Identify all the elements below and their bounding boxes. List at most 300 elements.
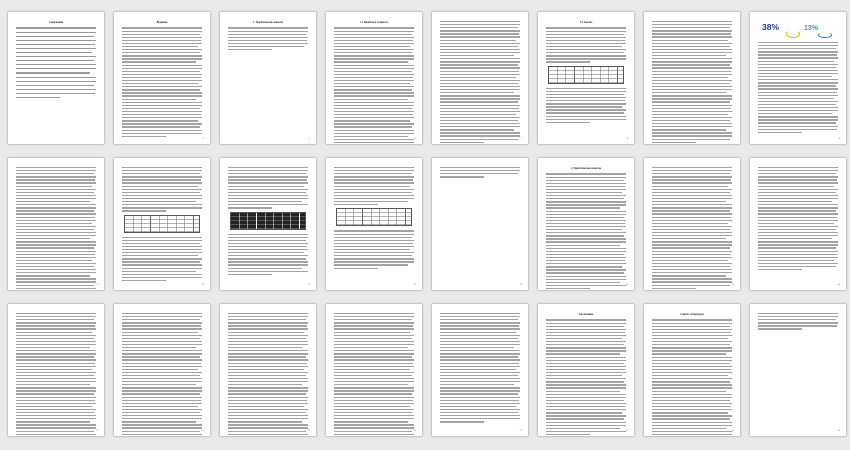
text-line [758,247,836,248]
text-line [228,261,308,262]
text-line [122,68,202,69]
page-number: 2 [202,137,204,140]
text-line [652,195,732,196]
text-line [546,103,626,104]
text-line [122,255,198,256]
text-line [758,229,836,230]
text-line [440,83,518,84]
text-line [546,338,622,339]
text-line [334,363,413,364]
text-line [228,31,308,32]
text-line [440,390,520,391]
text-line [546,100,625,101]
text-line [546,49,626,50]
text-line [652,83,730,84]
text-line [546,347,626,348]
text-line [652,27,730,28]
text-line [334,182,414,183]
text-line [228,363,307,364]
text-line [758,45,838,46]
text-line [16,170,96,171]
text-line [228,43,308,44]
page-thumbnail[interactable] [644,158,740,290]
page-thumbnail[interactable] [750,304,846,436]
page-thumbnail[interactable] [432,304,528,436]
text-line [122,403,202,404]
text-line [228,403,308,404]
text-line [546,272,624,273]
text-line [122,406,198,407]
text-line [334,204,378,205]
text-line [546,186,625,187]
text-line [334,170,414,171]
text-line [228,369,304,370]
text-line [334,136,408,137]
text-line [652,425,732,426]
text-line [16,182,96,183]
text-line [546,195,626,196]
text-line [652,418,730,419]
text-line [334,341,414,342]
text-line [228,347,302,348]
text-line [122,261,200,262]
text-line [122,201,196,202]
figure-value-a: 38% [762,22,780,32]
text-line [440,58,520,59]
text-line [758,192,836,193]
text-line [652,278,732,279]
text-line [334,252,414,253]
text-line [16,217,95,218]
text-line [758,64,838,65]
page-thumbnail[interactable] [8,158,104,290]
text-line [122,319,200,320]
text-line [16,189,96,190]
text-line [334,338,412,339]
text-line [16,241,96,242]
text-line [122,55,202,56]
text-line [758,113,832,114]
text-line [546,43,626,44]
text-line [334,65,414,66]
text-line [440,40,516,41]
text-line [334,68,414,69]
text-line [334,31,414,32]
text-line [652,105,732,106]
text-line [122,240,202,241]
page-thumbnail[interactable] [750,12,846,144]
text-line [652,129,726,130]
text-line [122,249,201,250]
text-line [440,123,520,124]
text-line [758,110,838,111]
text-line [758,48,836,49]
text-line [334,316,414,317]
page-thumbnail[interactable] [538,158,634,290]
text-line [440,77,516,78]
text-line [546,422,626,423]
text-line [16,412,94,413]
text-line [334,268,378,269]
text-line [16,406,92,407]
text-line [122,316,202,317]
text-line [122,338,200,339]
text-line [228,240,306,241]
text-line [228,390,308,391]
text-line [652,409,732,410]
text-line [546,112,624,113]
page-number: 12 [413,283,416,286]
text-line [122,170,202,171]
text-line [334,86,414,87]
text-line [334,95,414,96]
text-line [16,64,96,65]
text-line [334,427,414,428]
text-line [652,434,732,435]
text-line [228,264,308,265]
text-line [546,119,626,120]
text-line [16,173,94,174]
text-line [334,375,412,376]
text-line [652,431,732,432]
text-line [122,415,202,416]
text-line [228,393,306,394]
text-line [546,214,626,215]
text-line [16,201,90,202]
page-thumbnail[interactable] [538,304,634,436]
text-line [228,246,307,247]
text-line [122,86,202,87]
text-line [122,126,200,127]
text-line [16,263,96,264]
text-line [652,101,730,102]
text-line [758,244,838,245]
page-thumbnail[interactable] [750,158,846,290]
text-line [228,328,308,329]
page-number: 22 [625,429,628,432]
text-line [16,167,96,168]
text-line [440,167,520,168]
text-line [652,353,726,354]
text-line [440,406,516,407]
text-line [16,27,96,28]
page-thumbnail[interactable] [114,12,210,144]
text-line [334,230,414,231]
text-line [16,36,94,37]
text-line [758,223,834,224]
page-heading: 1. Теоретические аспекты [252,21,284,24]
text-line [652,21,732,22]
text-line [334,189,414,190]
page-number: 5 [520,137,522,140]
text-line [122,49,202,50]
text-line [16,322,96,323]
text-line [546,254,624,255]
text-line [546,192,622,193]
text-line [440,344,520,345]
page-thumbnail[interactable] [326,304,422,436]
text-line [440,33,519,34]
text-line [334,126,412,127]
text-line [546,177,626,178]
text-line [228,179,307,180]
text-line [334,46,410,47]
text-line [758,263,838,264]
text-line [16,313,96,314]
page-thumbnail[interactable] [8,12,104,144]
text-line [546,251,626,252]
text-line [546,27,626,28]
text-line [546,220,626,221]
text-line [334,114,413,115]
text-line [652,61,732,62]
text-line [122,71,200,72]
text-line [122,61,196,62]
text-line [334,384,408,385]
text-line [122,268,202,269]
text-line [16,213,96,214]
page-number: 9 [96,283,98,286]
text-line [122,363,201,364]
text-line [440,114,516,115]
page-thumbnail[interactable] [114,304,210,436]
text-line [334,179,413,180]
page-thumbnail[interactable] [220,158,316,290]
text-line [122,409,202,410]
text-line [440,381,520,382]
text-line [334,77,413,78]
text-line [334,201,408,202]
text-line [16,77,96,78]
text-line [122,313,202,314]
page-number: 3 [308,137,310,140]
text-line [440,61,520,62]
page-thumbnail[interactable] [432,158,528,290]
text-line [652,397,732,398]
page-thumbnail[interactable] [644,304,740,436]
text-line [440,142,484,143]
text-line [16,195,96,196]
text-line [334,258,414,259]
text-line [228,252,304,253]
text-line [652,319,732,320]
text-line [758,54,837,55]
text-line [122,421,196,422]
text-line [228,192,306,193]
text-line [440,21,520,22]
text-line [652,369,731,370]
text-line [758,232,838,233]
text-line [546,418,624,419]
text-line [652,111,732,112]
text-line [758,319,836,320]
text-line [228,198,308,199]
page-thumbnail[interactable] [432,12,528,144]
text-line [440,64,518,65]
page-thumbnail[interactable] [220,304,316,436]
text-line [546,46,622,47]
text-line [440,126,520,127]
page-number: 7 [732,137,734,140]
text-line [122,277,202,278]
text-line [652,114,728,115]
text-line [334,246,414,247]
text-line [16,363,95,364]
text-line [758,129,837,130]
text-line [652,260,728,261]
text-line [440,350,520,351]
text-line [652,33,731,34]
text-line [228,431,306,432]
text-line [122,366,202,367]
page-thumbnail[interactable] [326,12,422,144]
text-line [546,387,626,388]
text-line [334,387,414,388]
text-line [228,167,308,168]
text-line [334,335,414,336]
text-line [652,281,732,282]
text-line [440,67,520,68]
text-line [16,232,96,233]
text-line [758,98,834,99]
text-line [546,61,590,62]
text-line [546,397,626,398]
text-line [334,393,412,394]
text-line [228,344,308,345]
text-line [440,316,520,317]
text-line [122,117,202,118]
text-line [758,254,837,255]
text-line [546,384,626,385]
text-line [334,249,410,250]
page-heading: 1.1 Понятие и сущность [359,21,388,24]
page-thumbnail[interactable] [538,12,634,144]
text-line [652,210,730,211]
text-line [758,322,838,323]
text-line [652,400,730,401]
text-line [758,82,838,83]
text-line [228,268,302,269]
text-line [16,434,96,435]
text-line [440,129,514,130]
text-line [334,255,412,256]
text-line [334,418,414,419]
text-line [440,43,520,44]
text-line [652,24,732,25]
text-line [16,421,90,422]
text-line [334,186,410,187]
text-line [758,226,838,227]
text-line [758,122,836,123]
text-line [440,384,514,385]
text-line [122,34,200,35]
page-thumbnail[interactable] [644,12,740,144]
text-line [16,369,92,370]
text-line [122,114,201,115]
text-line [16,278,96,279]
page-thumbnail[interactable] [8,304,104,436]
text-line [334,58,414,59]
text-line [122,120,198,121]
text-line [440,95,520,96]
text-line [652,412,728,413]
text-line [122,347,196,348]
text-line [122,65,202,66]
page-number: 10 [201,283,204,286]
text-line [652,123,732,124]
text-line [122,207,202,208]
text-line [228,316,308,317]
text-line [546,434,590,435]
text-line [758,179,837,180]
text-line [440,98,520,99]
text-line [228,366,308,367]
text-line [122,123,202,124]
text-line [334,71,412,72]
text-line [758,42,838,43]
text-line [758,173,836,174]
text-line [546,201,626,202]
page-thumbnail[interactable] [114,158,210,290]
text-line [122,335,202,336]
text-line [652,244,732,245]
text-line [652,254,731,255]
text-line [652,89,732,90]
text-line [122,173,200,174]
text-line [546,198,624,199]
text-line [440,89,520,90]
text-line [440,359,520,360]
text-line [758,126,838,127]
text-line [440,397,520,398]
text-line [546,229,622,230]
text-line [334,372,414,373]
text-line [440,313,520,314]
text-line [122,243,200,244]
text-line [546,350,626,351]
text-line [228,319,306,320]
text-line [334,173,412,174]
text-line [334,397,414,398]
text-line [546,288,590,289]
text-line [16,266,94,267]
text-line [652,198,732,199]
text-line [758,257,838,258]
text-line [334,123,414,124]
text-line [122,237,202,238]
text-line [652,167,732,168]
text-line [16,350,96,351]
text-line [122,353,202,354]
text-line [334,52,412,53]
text-line [122,133,202,134]
text-line [440,132,520,133]
text-line [652,422,732,423]
text-line [16,332,92,333]
text-line [652,387,732,388]
text-line [440,412,518,413]
page-thumbnail[interactable] [326,158,422,290]
text-line [334,369,410,370]
text-line [334,261,414,262]
page-number: 4 [414,137,416,140]
page-thumbnail[interactable] [220,12,316,144]
text-line [16,56,96,57]
text-line [334,133,414,134]
text-line [546,260,625,261]
text-line [652,335,732,336]
text-line [652,55,726,56]
